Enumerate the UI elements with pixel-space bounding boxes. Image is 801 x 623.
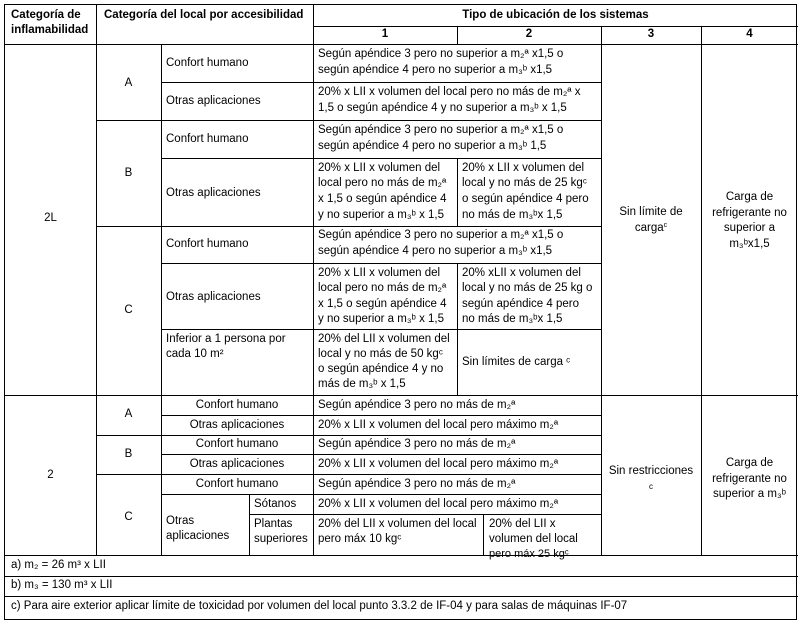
cell-text: 1,5 o según apéndice 4 y no superior a m₃ᵇ x 1,5 xyxy=(318,102,567,114)
use-confort: Confort humano xyxy=(195,438,279,450)
use-otras: Otras xyxy=(166,515,195,527)
col4-2: superior a m₃ᵇ xyxy=(713,488,786,500)
header-col-3: 3 xyxy=(647,28,655,40)
header-col-2: 2 xyxy=(525,28,533,40)
cell-text: 20% del LII x volumen del local xyxy=(318,518,477,530)
access-a: A xyxy=(124,77,133,89)
cell-text: Según apéndice 3 pero no superior a m₂ª x1,5 o xyxy=(318,48,564,60)
cell-text: Según apéndice 3 pero no más de m₂ª xyxy=(318,438,516,450)
cell-text: 20% x LII x volumen del local pero no más de m₂ª x xyxy=(318,86,581,98)
cell-text: 20% x LII x volumen del xyxy=(462,162,585,174)
cell-text: y no superior a m₃ᵇ x 1,5 xyxy=(318,313,444,325)
use-otras: aplicaciones xyxy=(166,530,230,542)
cell-text: local y no más de 25 kg o xyxy=(462,282,593,294)
sub-plantas: superiores xyxy=(254,533,308,545)
cell-text: 20% x LII x volumen del xyxy=(318,162,441,174)
header-location: Tipo de ubicación de los sistemas xyxy=(462,9,649,21)
cell-text: Según apéndice 3 pero no más de m₂ª xyxy=(318,478,516,490)
grid-line xyxy=(96,474,601,475)
cell-text: no más de m₃ᵇx 1,5 xyxy=(462,209,563,221)
grid-line xyxy=(457,158,458,226)
col3-2-sup: c xyxy=(649,482,653,491)
grid-line xyxy=(161,82,601,83)
cell-text: x 1,5 o según apéndice 4 xyxy=(318,298,447,310)
access-c: C xyxy=(124,511,133,523)
header-col-4: 4 xyxy=(746,28,753,40)
cell-text: 20% x LII x volumen del local pero máximo m₂ª xyxy=(318,458,559,470)
use-confort: Confort humano xyxy=(166,238,249,250)
flammability-table xyxy=(4,4,797,620)
use-confort: Confort humano xyxy=(166,133,249,145)
access-a: A xyxy=(124,408,133,420)
category-2l: 2L xyxy=(44,212,57,224)
col4-2: Carga de xyxy=(725,457,774,469)
cell-text: pero máx 10 kgᶜ xyxy=(318,533,402,545)
cell-text: local y no más de 25 kgᶜ xyxy=(462,177,587,189)
grid-line xyxy=(161,415,601,416)
grid-line xyxy=(161,329,601,330)
cell-text: y no superior a m₃ᵇ x 1,5 xyxy=(318,209,444,221)
grid-line xyxy=(161,158,601,159)
cell-text: según apéndice 4 pero no superior a m₃ᵇ x1,5 xyxy=(318,64,553,76)
grid-line xyxy=(5,395,798,396)
cell-text: 20% xLII x volumen del xyxy=(462,267,581,279)
grid-line xyxy=(5,44,798,45)
cell-text: 20% del LII x volumen del xyxy=(318,333,450,345)
use-confort: Confort humano xyxy=(166,57,249,69)
header-flammability: Categoría de xyxy=(11,9,81,21)
access-b: B xyxy=(124,167,133,179)
col3-2l: carga$^c$ xyxy=(634,222,668,234)
grid-line xyxy=(161,494,601,495)
use-otras: Otras aplicaciones xyxy=(166,95,261,107)
use-otras: Otras aplicaciones xyxy=(166,187,261,199)
cell-text: 20% x LII x volumen del local pero máximo m₂ª xyxy=(318,498,559,510)
access-b: B xyxy=(124,448,133,460)
cell-text: Según apéndice 3 pero no más de m₂ª xyxy=(318,399,516,411)
footnote-c: c) Para aire exterior aplicar límite de toxicidad por volumen del local punto 3.3.2 de IF-04 y para salas de máquinas IF-07 xyxy=(11,600,628,612)
col3-2: Sin restricciones xyxy=(608,465,694,477)
cell-text: volumen del local xyxy=(489,533,578,545)
cell-text: no más de m₃ᵇx 1,5 xyxy=(462,313,563,325)
grid-line xyxy=(457,263,458,395)
cell-text: Según apéndice 3 pero no superior a m₂ª x1,5 o xyxy=(318,229,564,241)
grid-line xyxy=(249,494,250,555)
grid-line xyxy=(96,226,601,227)
cell-text: local y no más de 50 kgᶜ xyxy=(318,348,443,360)
cell-text: x 1,5 o según apéndice 4 xyxy=(318,193,447,205)
cell-text: o según apéndice 4 pero xyxy=(462,193,589,205)
cell-text: 20% x LII x volumen del local pero máximo m₂ª xyxy=(318,419,559,431)
grid-line xyxy=(161,44,162,395)
grid-line xyxy=(249,514,601,515)
sub-plantas: Plantas xyxy=(254,518,293,530)
sub-sotanos: Sótanos xyxy=(254,498,297,510)
grid-line xyxy=(5,596,798,597)
cell-text: según apéndice 4 pero no superior a m₃ᵇ x1,5 xyxy=(318,245,553,257)
col4-2l: Carga de xyxy=(725,191,774,203)
use-inferior: cada 10 m² xyxy=(166,348,224,360)
footnote-a: a) m₂ = 26 m³ x LII xyxy=(11,559,106,571)
cell-text: 20% del LII x xyxy=(489,518,556,530)
access-c: C xyxy=(124,304,133,316)
col3-2l: Sin límite de xyxy=(619,206,683,218)
grid-line xyxy=(96,435,601,436)
grid-line xyxy=(483,514,484,555)
use-confort: Confort humano xyxy=(195,478,279,490)
col4-2: refrigerante no xyxy=(712,473,787,485)
grid-line xyxy=(313,5,314,555)
cell-text: según apéndice 4 pero no superior a m₃ᵇ 1,5 xyxy=(318,140,547,152)
header-flammability: inflamabilidad xyxy=(11,24,89,36)
footnote-b: b) m₃ = 130 m³ x LII xyxy=(11,579,113,591)
cell-text: más de m₃ᵇ x 1,5 xyxy=(318,378,406,390)
grid-line xyxy=(5,555,798,556)
cell-text: local pero no más de m₂ª xyxy=(318,177,447,189)
col4-2l: refrigerante no xyxy=(712,207,787,219)
cell-text: según apéndice 4 pero xyxy=(462,298,580,310)
grid-line xyxy=(5,576,798,577)
use-inferior: Inferior a 1 persona por xyxy=(166,333,286,345)
use-otras: Otras aplicaciones xyxy=(166,291,261,303)
cell-text: Según apéndice 3 pero no superior a m₂ª x1,5 o xyxy=(318,124,564,136)
use-confort: Confort humano xyxy=(195,399,279,411)
col4-2l: superior a xyxy=(723,222,776,234)
cell-text: Sin límites de carga ᶜ xyxy=(462,356,571,368)
header-access: Categoría del local por accesibilidad xyxy=(104,9,304,21)
col4-2l: m₃ᵇx1,5 xyxy=(729,238,770,250)
category-2: 2 xyxy=(47,469,54,481)
use-otras: Otras aplicaciones xyxy=(189,419,285,431)
cell-text: local pero no más de m₂ª xyxy=(318,282,447,294)
cell-text: 20% x LII x volumen del xyxy=(318,267,441,279)
header-col-1: 1 xyxy=(381,28,389,40)
cell-text: o según apéndice 4 y no xyxy=(318,363,444,375)
grid-line xyxy=(161,263,601,264)
grid-line xyxy=(161,454,601,455)
use-otras: Otras aplicaciones xyxy=(189,458,285,470)
cell-text: pero máx 25 kgᶜ xyxy=(489,548,569,560)
grid-line xyxy=(96,120,601,121)
